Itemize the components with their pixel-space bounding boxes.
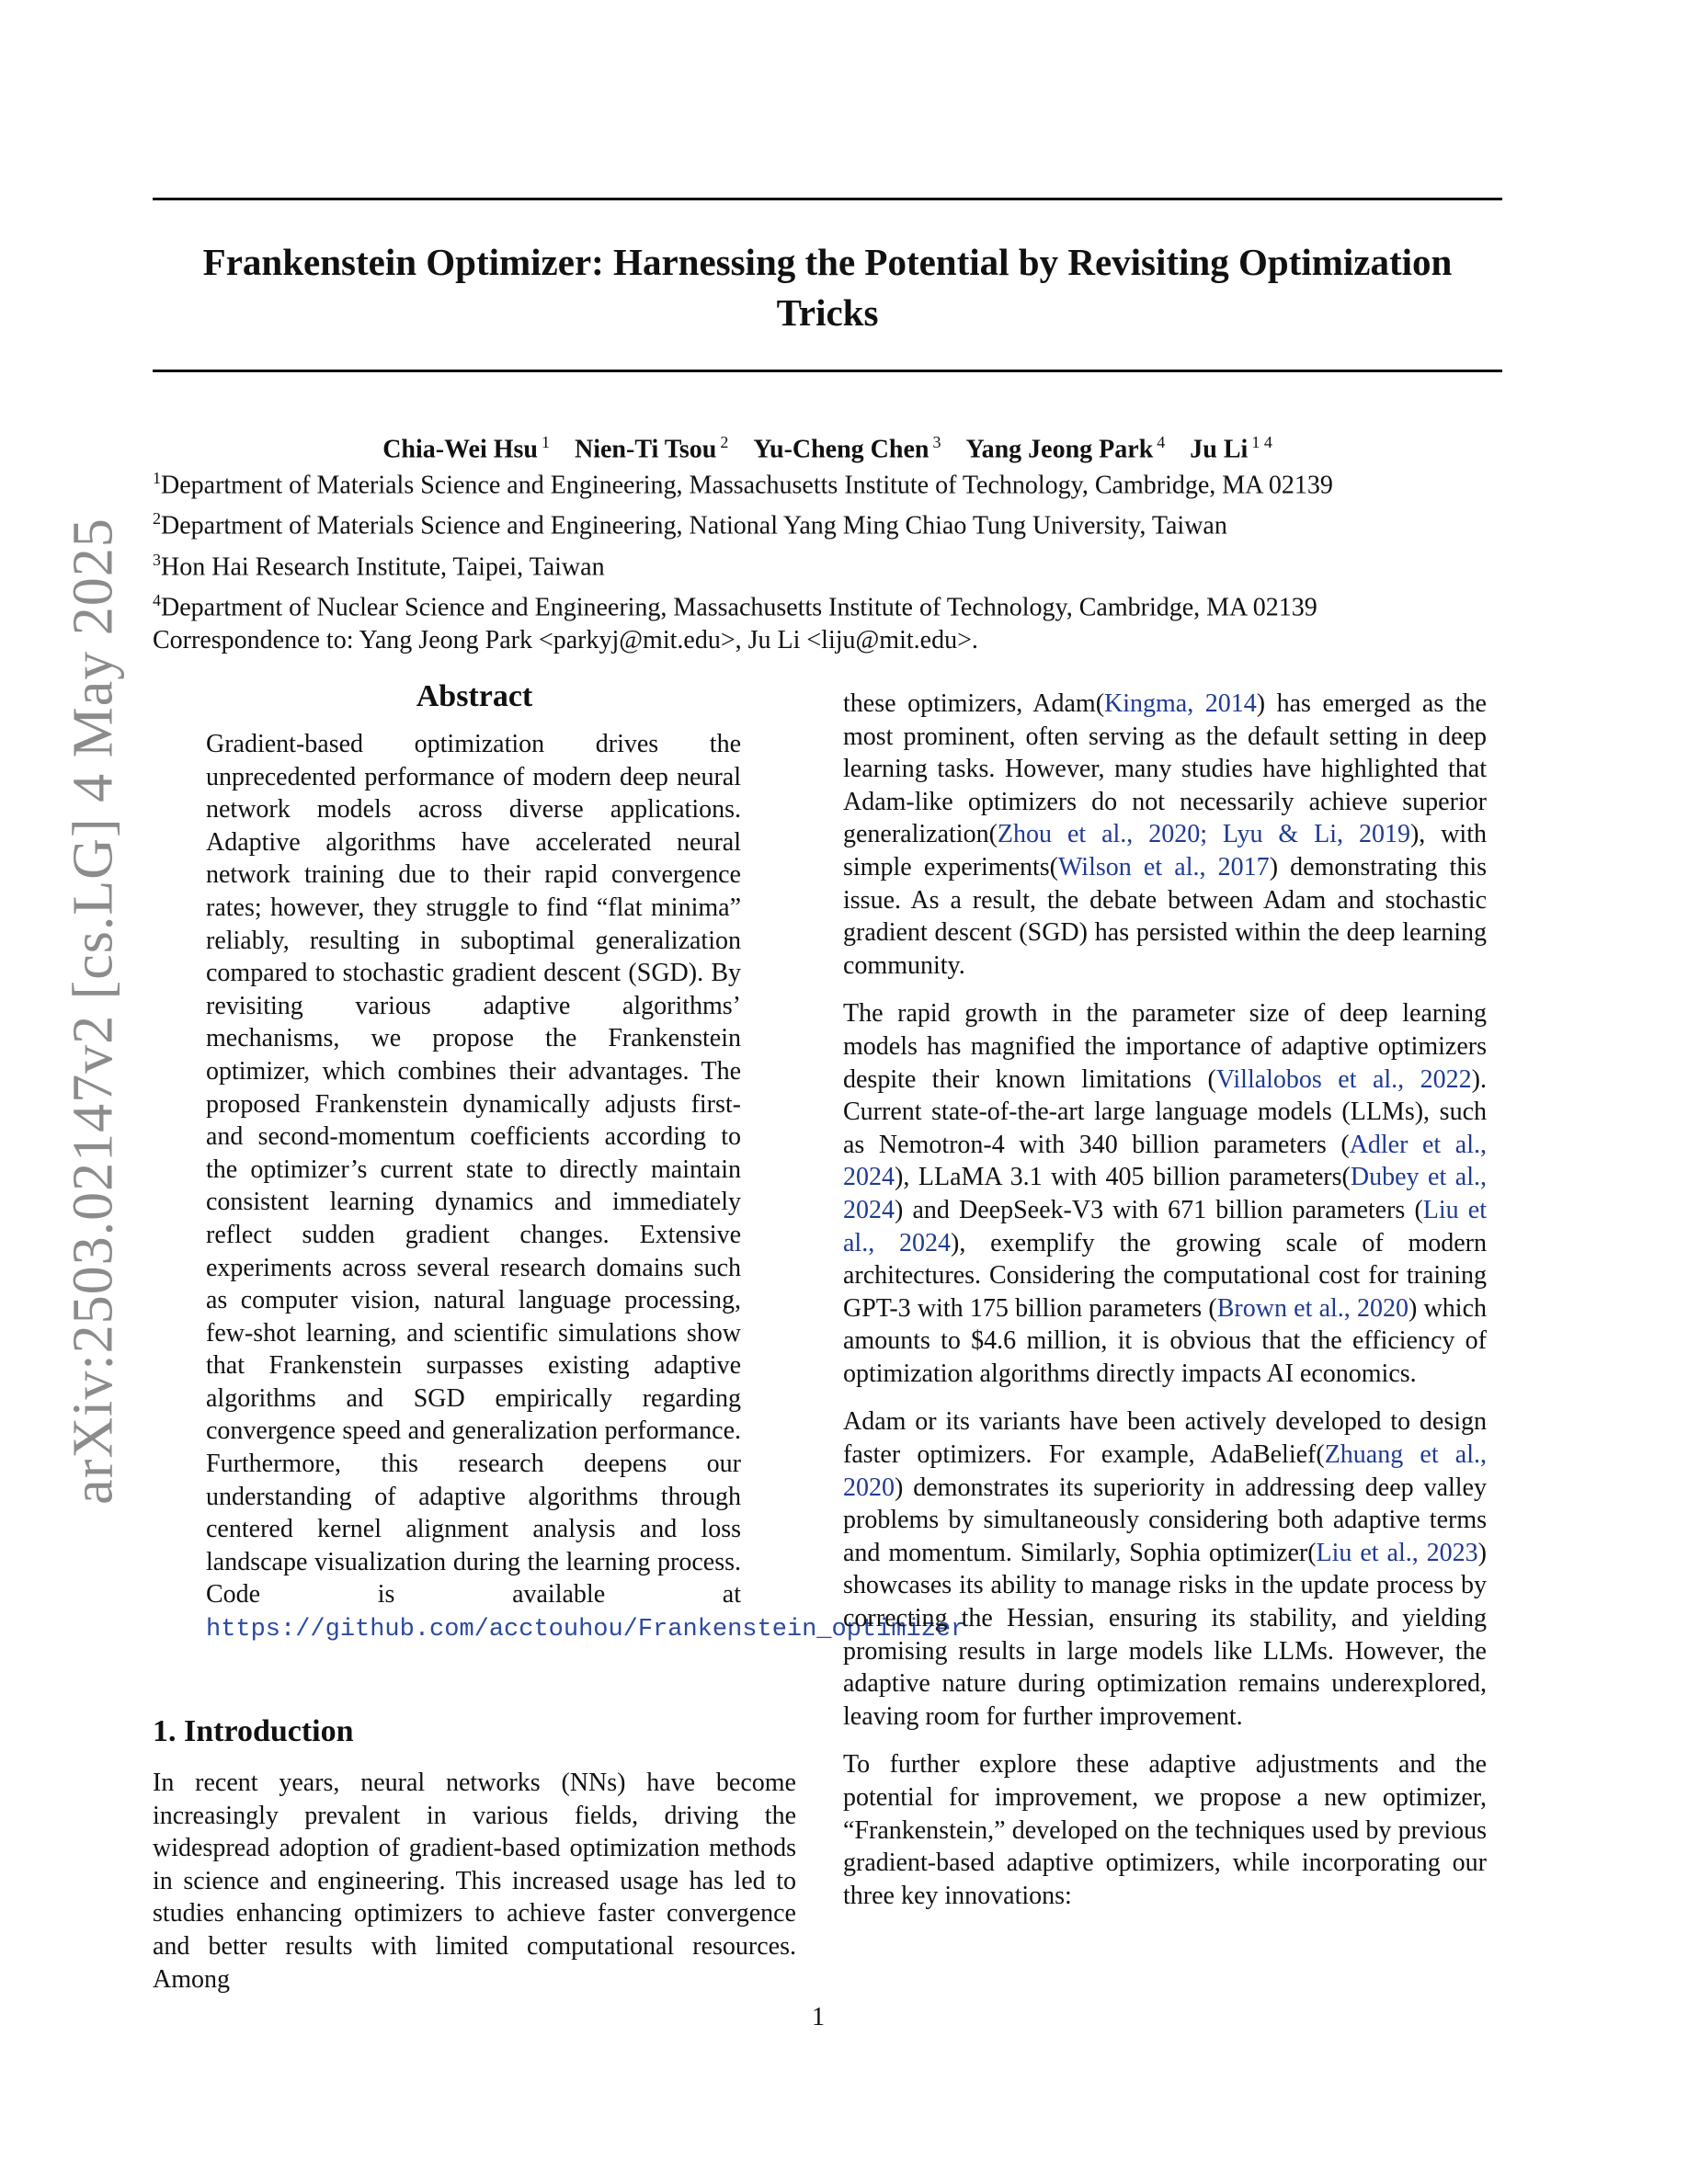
paragraph [843, 688, 1487, 982]
citation-link[interactable]: Liu et al., 2024 [843, 1195, 1487, 1257]
text-run: ) demonstrating this issue. As a result, the debate between Adam and stochastic gradient descent (SGD) has persisted within the deep learning community. [843, 852, 1487, 980]
author: Nien-Ti Tsou $^2$ [575, 433, 729, 464]
author: Yu-Cheng Chen $^3$ [753, 433, 941, 464]
text-run: ). Current state-of-the-art large language models (LLMs), such as Nemotron-4 with 340 billion parameters ( [843, 1064, 1487, 1159]
right-column [843, 688, 1487, 1928]
text-run: ) has emerged as the most prominent, often serving as the default setting in deep learning tasks. However, many studies have highlighted that Adam-like optimizers do not necessarily achieve superior generalization( [843, 689, 1487, 849]
text-run: ), LLaMA 3.1 with 405 billion parameters( [895, 1163, 1351, 1192]
correspondence: Correspondence to: Yang Jeong Park <parkyj@mit.edu>, Ju Li <liju@mit.edu>. [153, 626, 978, 655]
text-run: ) demonstrates its superiority in addressing deep valley problems by simultaneously considering both adaptive terms and momentum. Similarly, Sophia optimizer( [843, 1473, 1487, 1567]
title-rule-top [153, 198, 1502, 200]
citation-link[interactable]: Liu et al., 2023 [1316, 1538, 1478, 1567]
paragraph [843, 1748, 1487, 1912]
affiliation: $^3$Hon Hai Research Institute, Taipei, Taiwan [153, 550, 605, 581]
citation-link[interactable]: Zhou et al., 2020; Lyu & Li, 2019 [997, 820, 1410, 849]
affiliations [153, 461, 1532, 657]
author: Yang Jeong Park $^4$ [965, 433, 1166, 464]
page-number: 1 [812, 2003, 825, 2031]
introduction-text: In recent years, neural networks (NNs) have become increasingly prevalent in various fields, driving the widespread adoption of gradient-based optimization methods in science and engineering. This increased usage has led to studies enhancing optimizers to achieve faster convergence and better results with limited computational resources. Among [153, 1769, 796, 1994]
text-run: ), with simple experiments( [843, 820, 1487, 882]
text-run: ) showcases its ability to manage risks in the update process by correcting the Hessian, ensuring its stability, and yielding promising results in large models like LLMs. However, the adaptive nature during optimization remains underexplored, leaving room for further improvement. [843, 1538, 1487, 1731]
affiliation: $^4$Department of Nuclear Science and Engineering, Massachusetts Institute of Technology, Cambridge, MA 02139 [153, 590, 1317, 622]
paper-title: Frankenstein Optimizer: Harnessing the Potential by Revisiting Optimization Tricks [202, 241, 1453, 334]
citation-link[interactable]: Wilson et al., 2017 [1058, 852, 1270, 882]
introduction-heading: 1. Introduction [153, 1714, 354, 1748]
citation-link[interactable]: Zhuang et al., 2020 [843, 1440, 1487, 1502]
citation-link[interactable]: Kingma, 2014 [1104, 689, 1257, 718]
author: Chia-Wei Hsu $^1$ [382, 433, 550, 464]
text-run: ), exemplify the growing scale of modern architectures. Considering the computational cost for training GPT-3 with 175 billion parameters ( [843, 1228, 1487, 1323]
citation-link[interactable]: Adler et al., 2024 [843, 1130, 1487, 1192]
paragraph [843, 1405, 1487, 1733]
text-run: To further explore these adaptive adjustments and the potential for improvement, we propose a new optimizer, “Frankenstein,” developed on the techniques used by previous gradient-based adaptive optimizers, while incorporating our three key innovations: [843, 1750, 1487, 1910]
text-run: these optimizers, Adam( [843, 689, 1105, 718]
abstract-text: Gradient-based optimization drives the unprecedented performance of modern deep neural network models across diverse applications. Adaptive algorithms have accelerated neural network training due to their rapid convergence rates; however, they struggle to find “flat minima” reliably, resulting in suboptimal generalization compared to stochastic gradient descent (SGD). By revisiting various adaptive algorithms’ mechanisms, we propose the Frankenstein optimizer, which combines their advantages. The proposed Frankenstein dynamically adjusts first- and second-momentum coefficients according to the optimizer’s current state to directly maintain consistent learning dynamics and immediately reflect sudden gradient changes. Extensive experiments across several research domains such as computer vision, natural language processing, few-shot learning, and scientific simulations show that Frankenstein surpasses existing adaptive algorithms and SGD empirically regarding convergence speed and generalization performance. Furthermore, this research deepens our understanding of adaptive algorithms through centered kernel alignment analysis and loss landscape visualization during the learning process. Code is available at https://github.com/acctouhou/Frankenstein_optimizer [206, 730, 966, 1644]
paragraph [843, 997, 1487, 1390]
citation-link[interactable]: Brown et al., 2020 [1216, 1293, 1409, 1323]
author-list [153, 426, 1502, 466]
text-run: The rapid growth in the parameter size of deep learning models has magnified the importance of adaptive optimizers despite their known limitations ( [843, 999, 1487, 1094]
code-link[interactable]: https://github.com/acctouhou/Frankenstein_optimizer [206, 1616, 966, 1644]
citation-link[interactable]: Dubey et al., 2024 [843, 1163, 1487, 1224]
title-rule-bottom [153, 370, 1502, 372]
affiliation: $^2$Department of Materials Science and Engineering, National Yang Ming Chiao Tung University, Taiwan [153, 509, 1227, 540]
text-run: Adam or its variants have been actively developed to design faster optimizers. For example, AdaBelief( [843, 1407, 1487, 1470]
text-run: ) which amounts to $4.6 million, it is obvious that the efficiency of optimization algorithms directly impacts AI economics. [843, 1293, 1487, 1388]
abstract-heading: Abstract [416, 679, 533, 713]
text-run: ) and DeepSeek-V3 with 671 billion parameters ( [895, 1195, 1423, 1224]
affiliation: $^1$Department of Materials Science and Engineering, Massachusetts Institute of Technology, Cambridge, MA 02139 [153, 469, 1333, 500]
citation-link[interactable]: Villalobos et al., 2022 [1215, 1064, 1472, 1094]
arxiv-watermark: arXiv:2503.02147v2 [cs.LG] 4 May 2025 [62, 518, 125, 1505]
author: Ju Li $^{1 4}$ [1190, 433, 1272, 464]
